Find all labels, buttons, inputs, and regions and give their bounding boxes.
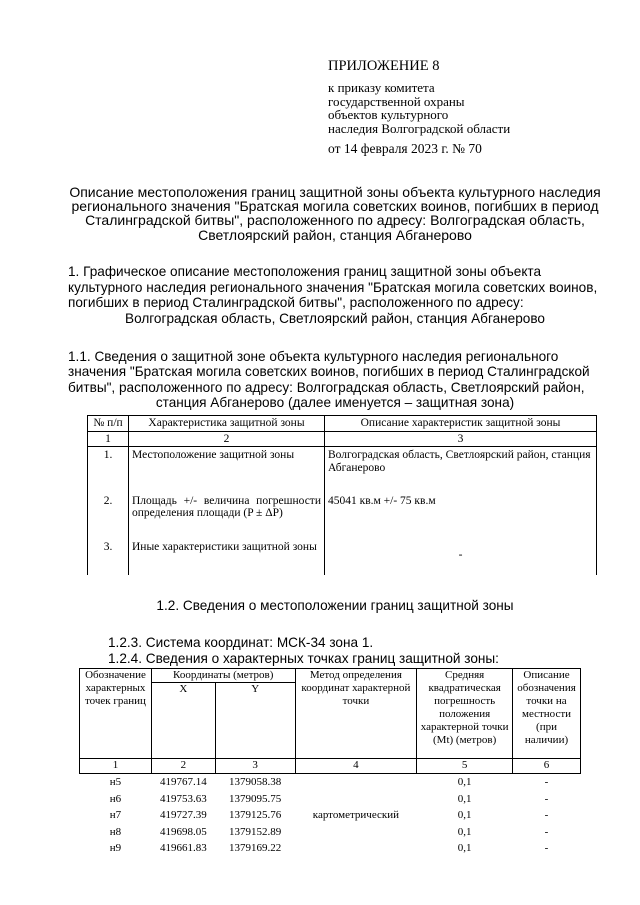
- column-number: 5: [417, 759, 513, 774]
- header-cell: Характеристика защитной зоны: [129, 416, 325, 432]
- table-row: [88, 493, 597, 539]
- point-description: -: [544, 809, 549, 821]
- boundary-points-table: [79, 668, 581, 857]
- row-characteristic: Иные характеристики защитной зоны: [129, 539, 325, 575]
- point-id: н8: [109, 825, 122, 838]
- point-error: 0,1: [457, 809, 472, 821]
- point-y: 1379169.22: [229, 842, 282, 854]
- section-line: битвы", расположенного по адресу: Волгоградская область, Светлоярский район,: [68, 379, 585, 395]
- column-number: 4: [295, 759, 417, 774]
- zone-characteristics-table: [87, 415, 597, 575]
- title-line: регионального значения "Братская могила советских воинов, погибших в период: [71, 198, 599, 215]
- appendix-line: к приказу комитета: [328, 80, 435, 95]
- section-line: значения "Братская могила советских воинов, погибших в период Сталинградской: [68, 364, 590, 380]
- point-y: 1379152.89: [229, 825, 282, 838]
- point-id: н7: [109, 809, 122, 821]
- column-number: 2: [151, 759, 215, 774]
- header-error: Средняя квадратическая погрешность положения характерной точки (Mt) (метров): [417, 669, 513, 759]
- section-1-2-heading: 1.2. Сведения о местоположении границ защитной зоны: [156, 598, 514, 613]
- header-method: Метод определения координат характерной точки: [295, 669, 417, 759]
- column-number: 1: [88, 431, 129, 447]
- column-number: 3: [215, 759, 295, 774]
- table-row: [88, 447, 597, 493]
- row-characteristic: Местоположение защитной зоны: [129, 447, 325, 493]
- appendix-order-reference: [328, 81, 510, 135]
- header-x: X: [151, 683, 215, 759]
- section-1-2-4-points-heading: 1.2.4. Сведения о характерных точках границ защитной зоны:: [108, 651, 499, 666]
- section-line: культурного наследия регионального значения "Братская могила советских воинов,: [68, 279, 598, 295]
- point-description: -: [544, 792, 549, 805]
- table-header-row: [88, 416, 597, 432]
- point-error: 0,1: [457, 792, 472, 805]
- appendix-line: наследия Волгоградской области: [328, 120, 511, 136]
- point-x: 419661.83: [159, 842, 207, 854]
- point-error: 0,1: [457, 776, 472, 788]
- section-line: станция Абганерово (далее именуется – защитная зона): [155, 395, 515, 411]
- point-id: н5: [109, 776, 122, 788]
- table-row: [80, 774, 581, 791]
- appendix-line: объектов культурного: [328, 107, 449, 123]
- header-description: Описание обозначения точки на местности (при наличии): [513, 669, 581, 759]
- row-number: 1.: [88, 447, 129, 493]
- point-x: 419767.14: [159, 776, 207, 788]
- point-id: н6: [109, 792, 122, 805]
- row-description: Волгоградская область, Светлоярский район, станция Абганерово: [325, 447, 597, 493]
- column-number-row: [80, 759, 581, 774]
- header-y: Y: [215, 683, 295, 759]
- point-description: -: [544, 776, 549, 788]
- section-line: 1.1. Сведения о защитной зоне объекта культурного наследия регионального: [68, 349, 559, 364]
- header-cell: Описание характеристик защитной зоны: [325, 416, 597, 432]
- section-1-1-heading: [68, 349, 602, 411]
- point-error: 0,1: [457, 825, 472, 838]
- point-id: н9: [109, 842, 122, 854]
- column-number: 1: [80, 759, 152, 774]
- header-coordinates: Координаты (метров): [151, 669, 295, 683]
- row-number: 3.: [88, 539, 129, 575]
- appendix-line: государственной охраны: [328, 93, 465, 109]
- table-row: [88, 539, 597, 575]
- row-description: 45041 кв.м +/- 75 кв.м: [325, 493, 597, 539]
- column-number: 2: [129, 431, 325, 447]
- section-line: Волгоградская область, Светлоярский район, станция Абганерово: [125, 310, 545, 326]
- column-number-row: [88, 431, 597, 447]
- header-designation: Обозначение характерных точек границ: [80, 669, 152, 759]
- appendix-title: ПРИЛОЖЕНИЕ 8: [328, 58, 440, 74]
- column-number: 6: [513, 759, 581, 774]
- title-line: Сталинградской битвы", расположенного по адресу: Волгоградская область,: [85, 212, 585, 229]
- section-1-heading: [68, 264, 602, 326]
- section-line: погибших в период Сталинградской битвы", расположенного по адресу:: [68, 295, 524, 311]
- point-error: 0,1: [457, 842, 472, 854]
- point-y: 1379095.75: [229, 792, 282, 805]
- title-line: Описание местоположения границ защитной зоны объекта культурного наследия: [69, 184, 601, 200]
- table-header-row: [80, 669, 581, 683]
- point-method: картометрический: [312, 809, 399, 821]
- row-number: 2.: [88, 493, 129, 539]
- point-x: 419727.39: [159, 809, 207, 821]
- section-line: 1. Графическое описание местоположения границ защитной зоны объекта: [68, 264, 542, 279]
- point-y: 1379058.38: [229, 776, 282, 788]
- row-characteristic: Площадь +/- величина погрешности определения площади (P ± ΔP): [129, 493, 325, 539]
- document-title: [68, 185, 602, 242]
- title-line: Светлоярский район, станция Абганерово: [198, 226, 472, 243]
- point-y: 1379125.76: [229, 809, 282, 821]
- appendix-date: от 14 февраля 2023 г. № 70: [328, 141, 482, 156]
- point-x: 419753.63: [159, 792, 207, 805]
- point-description: -: [544, 825, 549, 838]
- section-1-2-3-coordinate-system: 1.2.3. Система координат: МСК-34 зона 1.: [108, 635, 374, 650]
- point-description: -: [544, 842, 549, 854]
- column-number: 3: [325, 431, 597, 447]
- point-x: 419698.05: [159, 825, 207, 838]
- header-cell: № п/п: [88, 416, 129, 432]
- row-description: -: [325, 539, 597, 575]
